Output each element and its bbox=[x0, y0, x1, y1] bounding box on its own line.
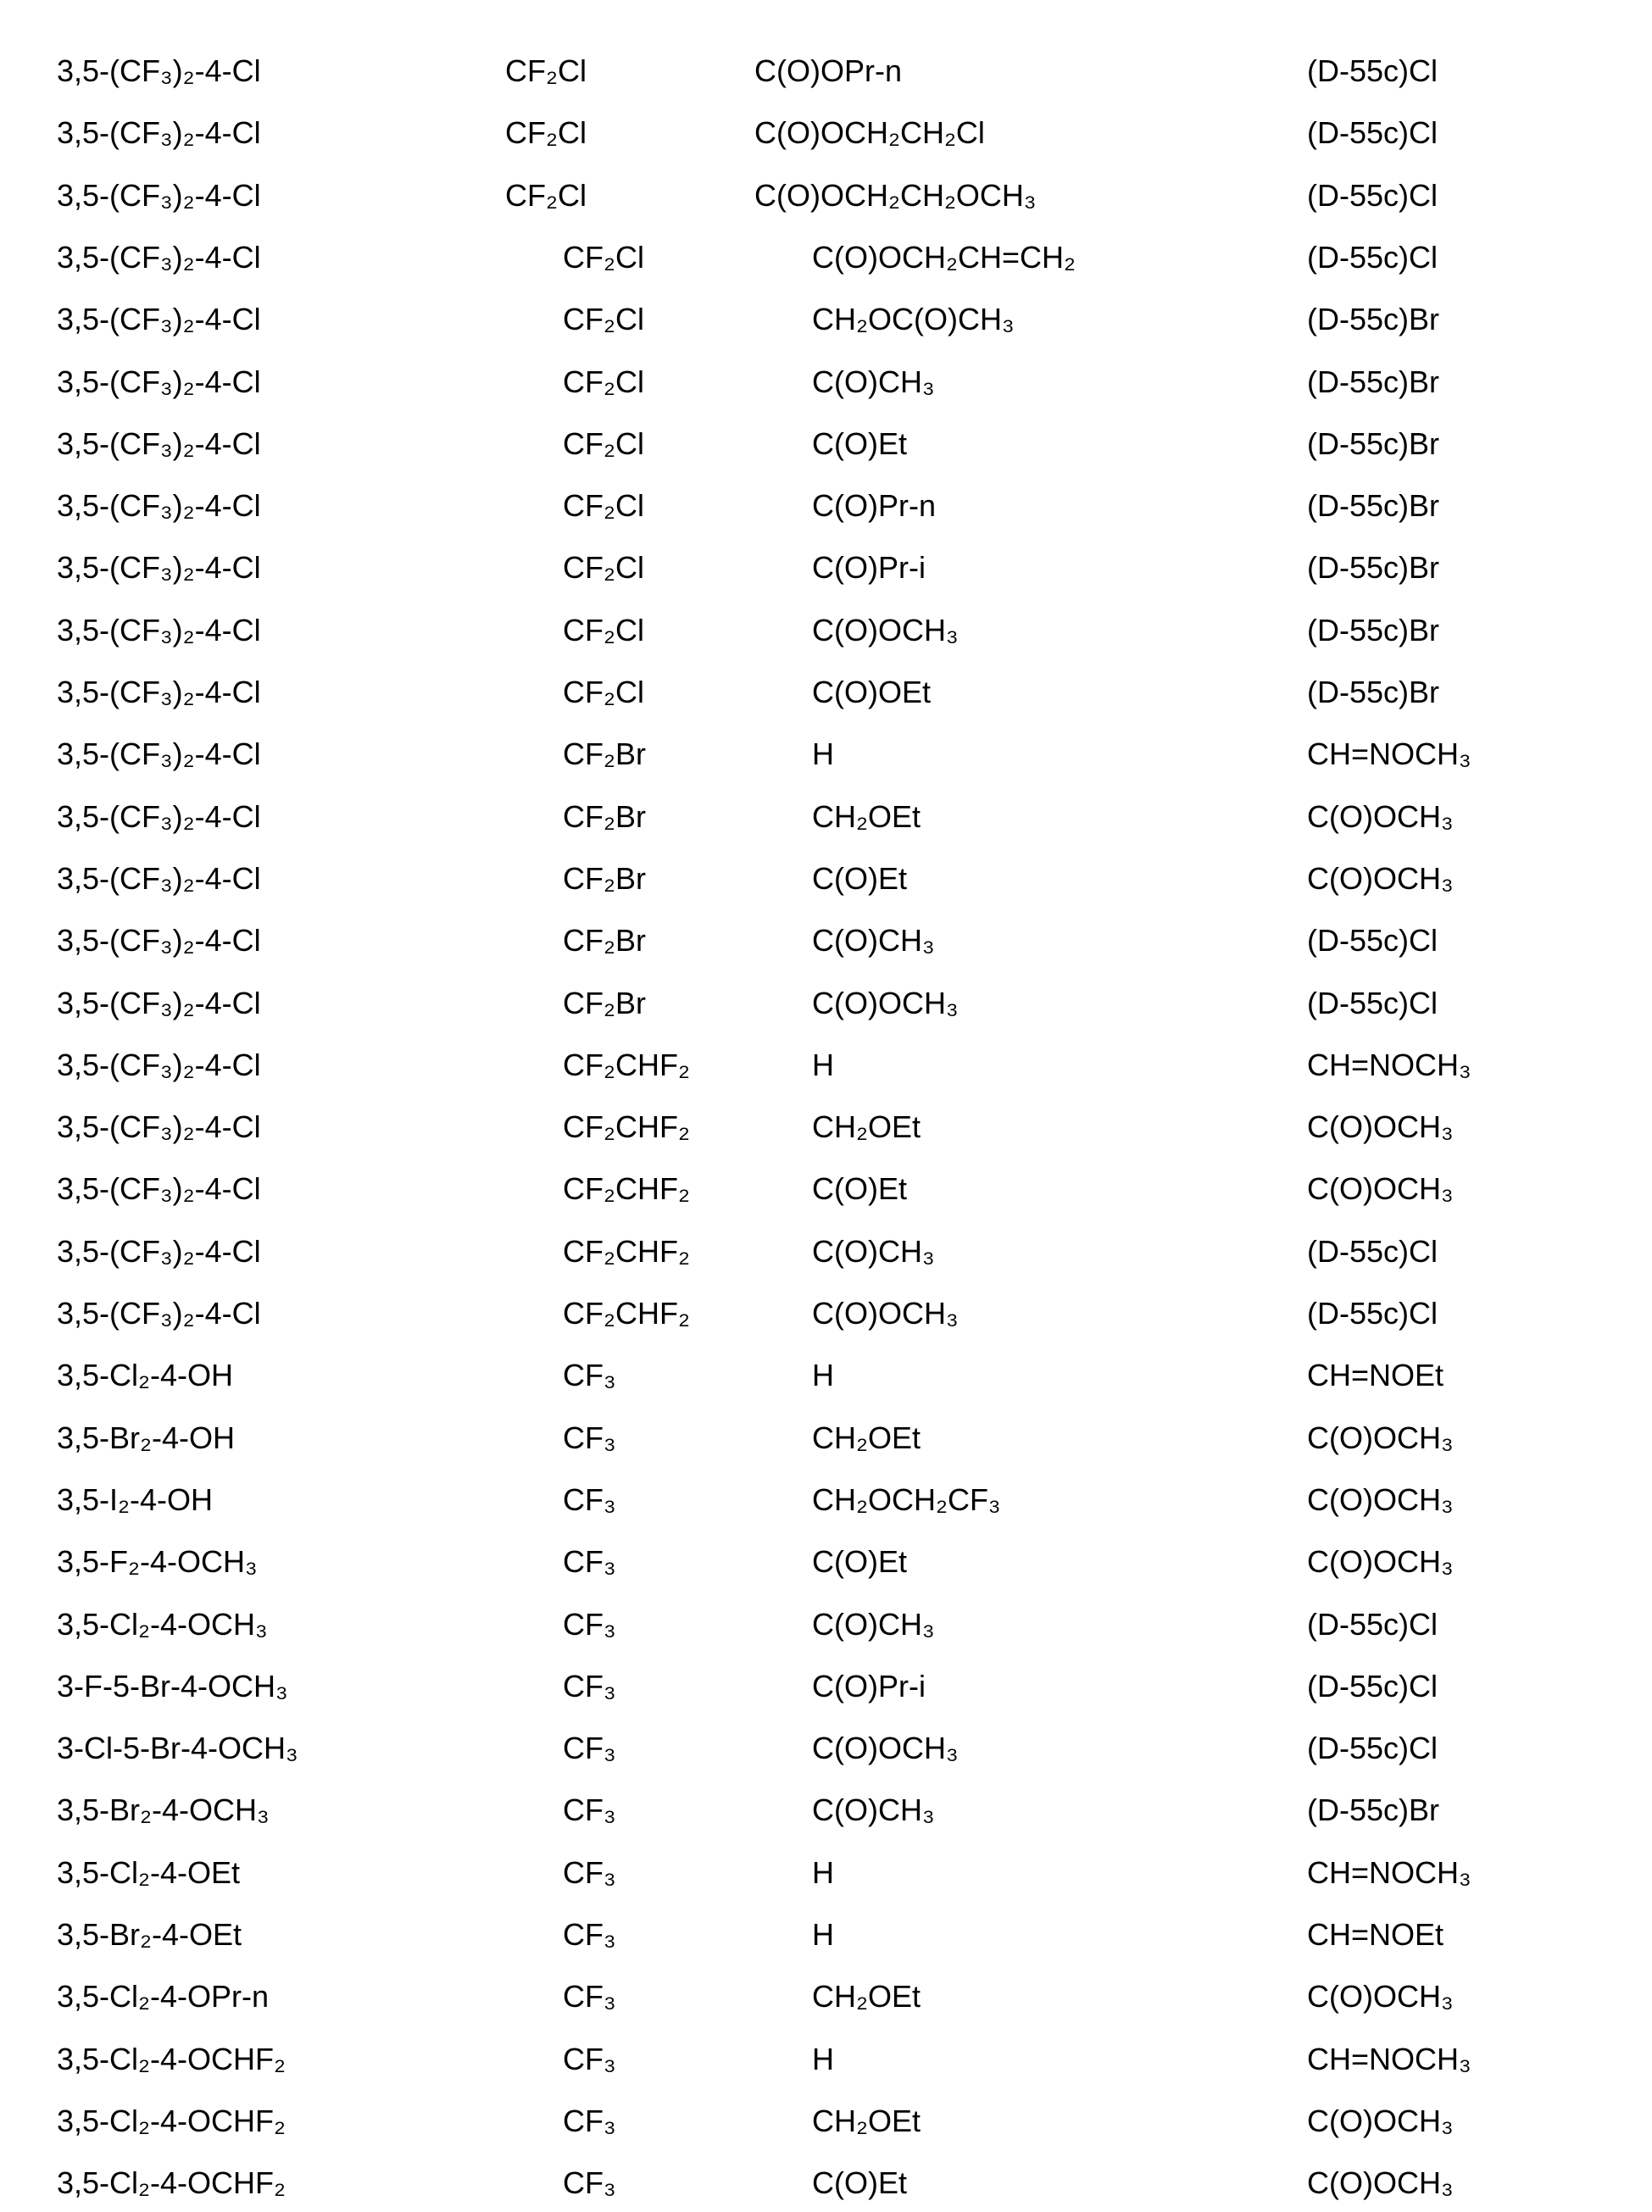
heterocycle-group-cell: (D-55c)Cl bbox=[1307, 915, 1438, 966]
heterocycle-group-cell: C(O)OCH₃ bbox=[1307, 853, 1454, 904]
r-group-cell: C(O)OCH₂CH=CH₂ bbox=[812, 232, 1076, 283]
r-group-cell: C(O)Et bbox=[812, 419, 907, 470]
haloalkyl-group-cell: CF₂CHF₂ bbox=[563, 1288, 690, 1339]
table-row bbox=[0, 1661, 1652, 1712]
haloalkyl-group-cell: CF₃ bbox=[563, 1537, 616, 1587]
r-group-cell: C(O)OPr-n bbox=[754, 46, 902, 97]
phenyl-substituent-cell: 3,5-(CF₃)₂-4-Cl bbox=[57, 1040, 261, 1091]
haloalkyl-group-cell: CF₂CHF₂ bbox=[563, 1164, 690, 1214]
phenyl-substituent-cell: 3,5-F₂-4-OCH₃ bbox=[57, 1537, 258, 1587]
haloalkyl-group-cell: CF₃ bbox=[563, 1413, 616, 1464]
r-group-cell: CH₂OEt bbox=[812, 1413, 921, 1464]
haloalkyl-group-cell: CF₂Cl bbox=[563, 357, 644, 408]
haloalkyl-group-cell: CF₂Cl bbox=[563, 667, 644, 718]
r-group-cell: CH₂OC(O)CH₃ bbox=[812, 294, 1015, 345]
phenyl-substituent-cell: 3,5-(CF₃)₂-4-Cl bbox=[57, 1226, 261, 1277]
table-row bbox=[0, 542, 1652, 593]
table-row bbox=[0, 853, 1652, 904]
haloalkyl-group-cell: CF₂Cl bbox=[505, 170, 587, 221]
r-group-cell: C(O)CH₃ bbox=[812, 1599, 935, 1650]
heterocycle-group-cell: (D-55c)Cl bbox=[1307, 978, 1438, 1029]
haloalkyl-group-cell: CF₂CHF₂ bbox=[563, 1226, 690, 1277]
r-group-cell: C(O)OCH₃ bbox=[812, 1288, 959, 1339]
haloalkyl-group-cell: CF₂Br bbox=[563, 853, 646, 904]
table-row bbox=[0, 1475, 1652, 1526]
table-row bbox=[0, 1848, 1652, 1898]
table-row bbox=[0, 1040, 1652, 1091]
haloalkyl-group-cell: CF₃ bbox=[563, 1599, 616, 1650]
haloalkyl-group-cell: CF₂Br bbox=[563, 792, 646, 842]
haloalkyl-group-cell: CF₃ bbox=[563, 2096, 616, 2147]
heterocycle-group-cell: C(O)OCH₃ bbox=[1307, 2096, 1454, 2147]
heterocycle-group-cell: C(O)OCH₃ bbox=[1307, 1102, 1454, 1153]
haloalkyl-group-cell: CF₂Cl bbox=[563, 542, 644, 593]
table-row bbox=[0, 1350, 1652, 1401]
heterocycle-group-cell: (D-55c)Br bbox=[1307, 419, 1439, 470]
phenyl-substituent-cell: 3,5-Cl₂-4-OEt bbox=[57, 1848, 240, 1898]
heterocycle-group-cell: C(O)OCH₃ bbox=[1307, 1413, 1454, 1464]
table-row bbox=[0, 1102, 1652, 1153]
haloalkyl-group-cell: CF₂Br bbox=[563, 915, 646, 966]
table-row bbox=[0, 232, 1652, 283]
r-group-cell: C(O)Et bbox=[812, 2158, 907, 2209]
haloalkyl-group-cell: CF₃ bbox=[563, 1909, 616, 1960]
r-group-cell: CH₂OEt bbox=[812, 2096, 921, 2147]
table-row bbox=[0, 357, 1652, 408]
heterocycle-group-cell: (D-55c)Br bbox=[1307, 605, 1439, 656]
phenyl-substituent-cell: 3,5-Cl₂-4-OCHF₂ bbox=[57, 2034, 286, 2085]
phenyl-substituent-cell: 3,5-(CF₃)₂-4-Cl bbox=[57, 667, 261, 718]
heterocycle-group-cell: CH=NOCH₃ bbox=[1307, 729, 1471, 780]
haloalkyl-group-cell: CF₂Cl bbox=[563, 294, 644, 345]
table-row bbox=[0, 978, 1652, 1029]
r-group-cell: CH₂OEt bbox=[812, 1971, 921, 2022]
heterocycle-group-cell: (D-55c)Br bbox=[1307, 667, 1439, 718]
r-group-cell: C(O)CH₃ bbox=[812, 915, 935, 966]
heterocycle-group-cell: (D-55c)Cl bbox=[1307, 1661, 1438, 1712]
haloalkyl-group-cell: CF₂Cl bbox=[505, 108, 587, 158]
heterocycle-group-cell: (D-55c)Cl bbox=[1307, 46, 1438, 97]
r-group-cell: H bbox=[812, 1848, 834, 1898]
haloalkyl-group-cell: CF₂Cl bbox=[563, 481, 644, 531]
haloalkyl-group-cell: CF₃ bbox=[563, 1350, 616, 1401]
r-group-cell: C(O)Et bbox=[812, 1164, 907, 1214]
haloalkyl-group-cell: CF₃ bbox=[563, 1971, 616, 2022]
r-group-cell: CH₂OCH₂CF₃ bbox=[812, 1475, 1001, 1526]
heterocycle-group-cell: (D-55c)Br bbox=[1307, 481, 1439, 531]
haloalkyl-group-cell: CF₂Br bbox=[563, 729, 646, 780]
table-row bbox=[0, 1537, 1652, 1587]
r-group-cell: C(O)OCH₂CH₂Cl bbox=[754, 108, 985, 158]
phenyl-substituent-cell: 3,5-(CF₃)₂-4-Cl bbox=[57, 357, 261, 408]
heterocycle-group-cell: C(O)OCH₃ bbox=[1307, 1164, 1454, 1214]
r-group-cell: H bbox=[812, 729, 834, 780]
haloalkyl-group-cell: CF₃ bbox=[563, 1475, 616, 1526]
phenyl-substituent-cell: 3,5-(CF₃)₂-4-Cl bbox=[57, 232, 261, 283]
r-group-cell: H bbox=[812, 1909, 834, 1960]
table-row bbox=[0, 2158, 1652, 2209]
haloalkyl-group-cell: CF₃ bbox=[563, 1785, 616, 1836]
r-group-cell: H bbox=[812, 1350, 834, 1401]
phenyl-substituent-cell: 3,5-(CF₃)₂-4-Cl bbox=[57, 170, 261, 221]
phenyl-substituent-cell: 3,5-(CF₃)₂-4-Cl bbox=[57, 481, 261, 531]
haloalkyl-group-cell: CF₂CHF₂ bbox=[563, 1040, 690, 1091]
table-row bbox=[0, 1785, 1652, 1836]
haloalkyl-group-cell: CF₃ bbox=[563, 1723, 616, 1774]
heterocycle-group-cell: (D-55c)Br bbox=[1307, 1785, 1439, 1836]
r-group-cell: C(O)Et bbox=[812, 853, 907, 904]
table-row bbox=[0, 170, 1652, 221]
phenyl-substituent-cell: 3,5-(CF₃)₂-4-Cl bbox=[57, 729, 261, 780]
phenyl-substituent-cell: 3,5-Cl₂-4-OH bbox=[57, 1350, 233, 1401]
table-row bbox=[0, 108, 1652, 158]
table-row bbox=[0, 1909, 1652, 1960]
heterocycle-group-cell: (D-55c)Cl bbox=[1307, 1599, 1438, 1650]
heterocycle-group-cell: C(O)OCH₃ bbox=[1307, 792, 1454, 842]
heterocycle-group-cell: (D-55c)Br bbox=[1307, 294, 1439, 345]
r-group-cell: C(O)CH₃ bbox=[812, 1226, 935, 1277]
phenyl-substituent-cell: 3-Cl-5-Br-4-OCH₃ bbox=[57, 1723, 298, 1774]
table-row bbox=[0, 667, 1652, 718]
table-row bbox=[0, 1413, 1652, 1464]
table-row bbox=[0, 1971, 1652, 2022]
haloalkyl-group-cell: CF₂Cl bbox=[563, 419, 644, 470]
haloalkyl-group-cell: CF₂CHF₂ bbox=[563, 1102, 690, 1153]
heterocycle-group-cell: (D-55c)Br bbox=[1307, 357, 1439, 408]
r-group-cell: C(O)OCH₃ bbox=[812, 605, 959, 656]
r-group-cell: C(O)OCH₃ bbox=[812, 978, 959, 1029]
table-row bbox=[0, 481, 1652, 531]
phenyl-substituent-cell: 3,5-(CF₃)₂-4-Cl bbox=[57, 1288, 261, 1339]
phenyl-substituent-cell: 3,5-(CF₃)₂-4-Cl bbox=[57, 853, 261, 904]
phenyl-substituent-cell: 3,5-(CF₃)₂-4-Cl bbox=[57, 108, 261, 158]
phenyl-substituent-cell: 3,5-(CF₃)₂-4-Cl bbox=[57, 605, 261, 656]
haloalkyl-group-cell: CF₂Cl bbox=[505, 46, 587, 97]
table-row bbox=[0, 915, 1652, 966]
r-group-cell: C(O)OCH₃ bbox=[812, 1723, 959, 1774]
phenyl-substituent-cell: 3,5-Cl₂-4-OCHF₂ bbox=[57, 2158, 286, 2209]
r-group-cell: C(O)Pr-n bbox=[812, 481, 936, 531]
heterocycle-group-cell: CH=NOCH₃ bbox=[1307, 1848, 1471, 1898]
phenyl-substituent-cell: 3,5-(CF₃)₂-4-Cl bbox=[57, 978, 261, 1029]
table-row bbox=[0, 1164, 1652, 1214]
r-group-cell: C(O)Pr-i bbox=[812, 1661, 926, 1712]
table-row bbox=[0, 46, 1652, 97]
table-row bbox=[0, 1599, 1652, 1650]
r-group-cell: H bbox=[812, 1040, 834, 1091]
table-row bbox=[0, 729, 1652, 780]
haloalkyl-group-cell: CF₃ bbox=[563, 1848, 616, 1898]
haloalkyl-group-cell: CF₂Br bbox=[563, 978, 646, 1029]
heterocycle-group-cell: CH=NOEt bbox=[1307, 1350, 1443, 1401]
phenyl-substituent-cell: 3,5-(CF₃)₂-4-Cl bbox=[57, 419, 261, 470]
phenyl-substituent-cell: 3-F-5-Br-4-OCH₃ bbox=[57, 1661, 288, 1712]
phenyl-substituent-cell: 3,5-Br₂-4-OCH₃ bbox=[57, 1785, 270, 1836]
r-group-cell: H bbox=[812, 2034, 834, 2085]
heterocycle-group-cell: C(O)OCH₃ bbox=[1307, 1971, 1454, 2022]
table-row bbox=[0, 792, 1652, 842]
r-group-cell: C(O)Et bbox=[812, 1537, 907, 1587]
r-group-cell: C(O)OEt bbox=[812, 667, 931, 718]
phenyl-substituent-cell: 3,5-(CF₃)₂-4-Cl bbox=[57, 792, 261, 842]
haloalkyl-group-cell: CF₂Cl bbox=[563, 232, 644, 283]
phenyl-substituent-cell: 3,5-(CF₃)₂-4-Cl bbox=[57, 915, 261, 966]
r-group-cell: C(O)CH₃ bbox=[812, 1785, 935, 1836]
haloalkyl-group-cell: CF₂Cl bbox=[563, 605, 644, 656]
table-row bbox=[0, 1288, 1652, 1339]
phenyl-substituent-cell: 3,5-I₂-4-OH bbox=[57, 1475, 213, 1526]
haloalkyl-group-cell: CF₃ bbox=[563, 2158, 616, 2209]
phenyl-substituent-cell: 3,5-Cl₂-4-OCH₃ bbox=[57, 1599, 268, 1650]
phenyl-substituent-cell: 3,5-Br₂-4-OH bbox=[57, 1413, 235, 1464]
table-row bbox=[0, 2034, 1652, 2085]
r-group-cell: C(O)Pr-i bbox=[812, 542, 926, 593]
r-group-cell: CH₂OEt bbox=[812, 792, 921, 842]
heterocycle-group-cell: (D-55c)Cl bbox=[1307, 1226, 1438, 1277]
heterocycle-group-cell: (D-55c)Cl bbox=[1307, 1723, 1438, 1774]
heterocycle-group-cell: (D-55c)Cl bbox=[1307, 108, 1438, 158]
phenyl-substituent-cell: 3,5-(CF₃)₂-4-Cl bbox=[57, 1164, 261, 1214]
r-group-cell: CH₂OEt bbox=[812, 1102, 921, 1153]
table-row bbox=[0, 419, 1652, 470]
heterocycle-group-cell: CH=NOCH₃ bbox=[1307, 1040, 1471, 1091]
heterocycle-group-cell: (D-55c)Br bbox=[1307, 542, 1439, 593]
table-row bbox=[0, 294, 1652, 345]
heterocycle-group-cell: (D-55c)Cl bbox=[1307, 232, 1438, 283]
heterocycle-group-cell: C(O)OCH₃ bbox=[1307, 2158, 1454, 2209]
phenyl-substituent-cell: 3,5-Cl₂-4-OPr-n bbox=[57, 1971, 269, 2022]
phenyl-substituent-cell: 3,5-(CF₃)₂-4-Cl bbox=[57, 294, 261, 345]
haloalkyl-group-cell: CF₃ bbox=[563, 1661, 616, 1712]
r-group-cell: C(O)OCH₂CH₂OCH₃ bbox=[754, 170, 1037, 221]
phenyl-substituent-cell: 3,5-(CF₃)₂-4-Cl bbox=[57, 1102, 261, 1153]
heterocycle-group-cell: C(O)OCH₃ bbox=[1307, 1475, 1454, 1526]
phenyl-substituent-cell: 3,5-Cl₂-4-OCHF₂ bbox=[57, 2096, 286, 2147]
table-row bbox=[0, 605, 1652, 656]
table-row bbox=[0, 1226, 1652, 1277]
heterocycle-group-cell: C(O)OCH₃ bbox=[1307, 1537, 1454, 1587]
phenyl-substituent-cell: 3,5-(CF₃)₂-4-Cl bbox=[57, 542, 261, 593]
table-row bbox=[0, 2096, 1652, 2147]
heterocycle-group-cell: (D-55c)Cl bbox=[1307, 1288, 1438, 1339]
r-group-cell: C(O)CH₃ bbox=[812, 357, 935, 408]
heterocycle-group-cell: CH=NOCH₃ bbox=[1307, 2034, 1471, 2085]
table-row bbox=[0, 1723, 1652, 1774]
haloalkyl-group-cell: CF₃ bbox=[563, 2034, 616, 2085]
heterocycle-group-cell: CH=NOEt bbox=[1307, 1909, 1443, 1960]
heterocycle-group-cell: (D-55c)Cl bbox=[1307, 170, 1438, 221]
phenyl-substituent-cell: 3,5-Br₂-4-OEt bbox=[57, 1909, 242, 1960]
phenyl-substituent-cell: 3,5-(CF₃)₂-4-Cl bbox=[57, 46, 261, 97]
